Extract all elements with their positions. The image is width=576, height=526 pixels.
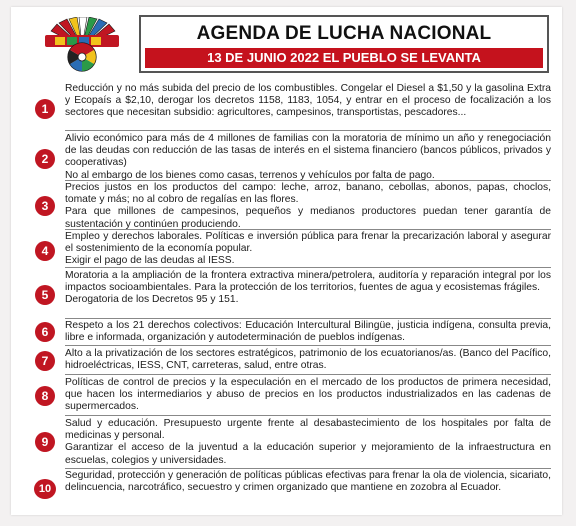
item-number-badge: 7 (35, 351, 55, 371)
item-number-badge: 2 (35, 149, 55, 169)
item-number-badge: 10 (34, 479, 56, 499)
item-number-badge: 6 (35, 322, 55, 342)
page-subtitle: 13 DE JUNIO 2022 EL PUEBLO SE LEVANTA (145, 48, 543, 68)
item-text: Empleo y derechos laborales. Políticas e inversión pública para frenar la precarización laboral y asegurar el sostenimiento de la economía popular. Exigir el pago de las deudas al IESS. (65, 231, 551, 267)
divider (65, 130, 551, 131)
item-number-badge: 3 (35, 196, 55, 216)
item-text: Políticas de control de precios y la especulación en el mercado de los productos de primera necesidad, que hacen los intermediarios y abuso de precios en los productos industrializados en las cadenas de supermercados. (65, 377, 551, 413)
item-text: Reducción y no más subida del precio de los combustibles. Congelar el Diesel a $1,50 y la gasolina Extra y Ecopaís a $2,10, derogar los decretos 1158, 1183, 1054, y entrar en el proceso de focalización a los sectores que necesitan subsidio: agricultores, campesinos, transportistas, pescadores... (65, 83, 551, 119)
divider (65, 374, 551, 375)
item-text: Seguridad, protección y generación de políticas públicas efectivas para frenar la ola de violencia, sicariato, delincuencia, narcotráfico, secuestro y crimen organizado que mantiene en zozobra al Ecuador. (65, 470, 551, 494)
divider (65, 267, 551, 268)
document-page (11, 7, 562, 515)
item-number-badge: 9 (35, 432, 55, 452)
movement-logo (39, 17, 125, 73)
item-text: Alto a la privatización de los sectores estratégicos, patrimonio de los ecuatorianos/as. (Banco del Pacífico, hidroeléctricas, IESS, CNT, carreteras, salud, entre otras. (65, 348, 551, 372)
divider (65, 180, 551, 181)
divider (65, 345, 551, 346)
item-number-badge: 4 (35, 241, 55, 261)
divider (65, 318, 551, 319)
item-number-badge: 8 (35, 386, 55, 406)
item-number-badge: 1 (35, 99, 55, 119)
item-number-badge: 5 (35, 285, 55, 305)
divider (65, 229, 551, 230)
divider (65, 415, 551, 416)
header-box (139, 15, 549, 73)
item-text: Respeto a los 21 derechos colectivos: Educación Intercultural Bilingüe, justicia indígena, consulta previa, libre e informada, organización y autodeterminación de pueblos indígenas. (65, 320, 551, 344)
item-text: Moratoria a la ampliación de la frontera extractiva minera/petrolera, auditoría y reparación integral por los impactos socioambientales. Para la protección de los territorios, fuentes de agua y ecosistemas frágiles. Derogatoria de los Decretos 95 y 151. (65, 270, 551, 306)
item-text: Alivio económico para más de 4 millones de familias con la moratoria de mínimo un año y renegociación de las deudas con reducción de las tasas de interés en el sistema financiero (bancos públicos, privados y cooperativas) No al embargo de los bienes como casas, terrenos y vehículos por falta de pago. (65, 133, 551, 181)
item-text: Salud y educación. Presupuesto urgente frente al desabastecimiento de los hospitales por falta de medicinas y personal. Garantizar el acceso de la juventud a la educación superior y mejoramiento de la infraestructura en escuelas, colegios y universidades. (65, 418, 551, 466)
page-title: AGENDA DE LUCHA NACIONAL (196, 23, 492, 44)
divider (65, 468, 551, 469)
item-text: Precios justos en los productos del campo: leche, arroz, banano, cebollas, abonos, papas, choclos, tomate y más; no al cobro de regalías en las flores. Para que millones de campesinos, pequeños y medianos productores puedan tener garantía de sustentación y continúen produciendo. (65, 182, 551, 230)
